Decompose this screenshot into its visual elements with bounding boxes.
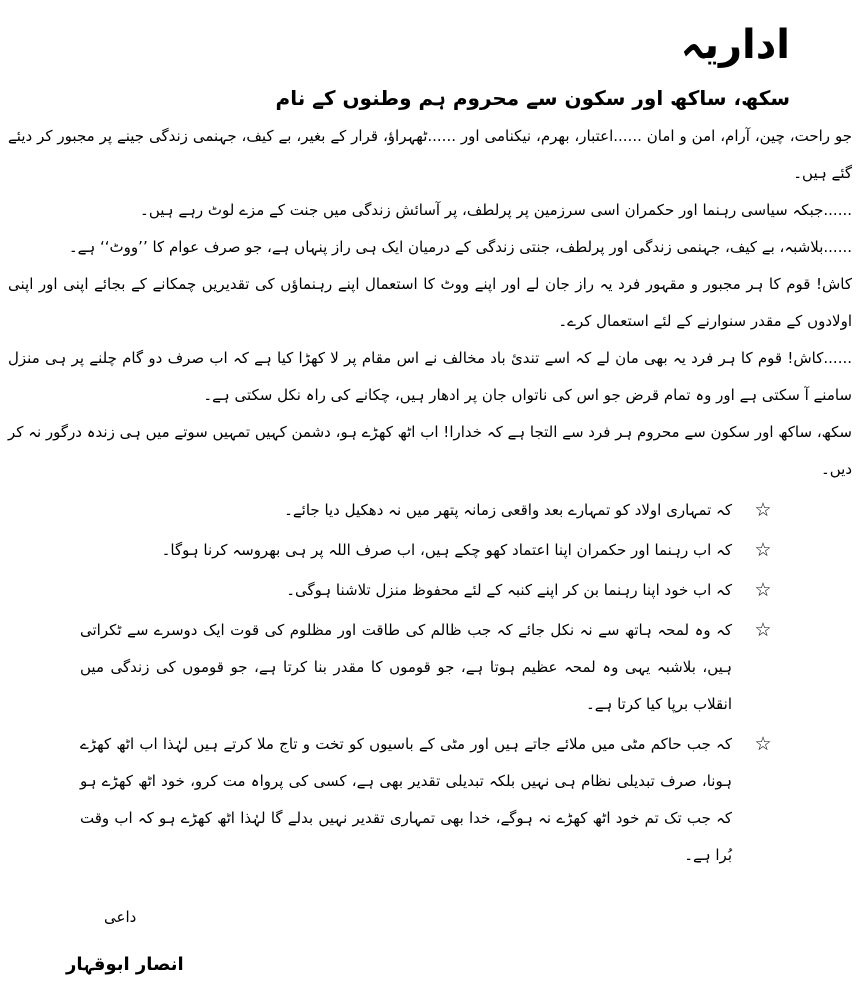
bullet-text: کہ اب رہنما اور حکمران اپنا اعتماد کھو چکے ہیں، اب صرف اللہ پر ہی بھروسہ کرنا ہوگا۔ [161,541,732,559]
star-icon: ☆ [754,539,772,561]
editorial-body [8,118,852,488]
list-item [80,532,794,569]
bullet-text: کہ اب خود اپنا رہنما بن کر اپنے کنبہ کے لئے محفوظ منزل تلاشنا ہوگی۔ [286,581,732,599]
list-item [80,726,794,874]
star-icon: ☆ [754,499,772,521]
star-icon: ☆ [754,733,772,755]
paragraph-4: کاش! قوم کا ہر مجبور و مقہور فرد یہ راز جان لے اور اپنے ووٹ کا استعمال اپنے رہنماؤں کی تقدیریں چمکانے کے بجائے اپنی اور اپنی اولادوں کے مقدر سنوارنے کے لئے استعمال کرے۔ [8,275,852,330]
paragraph-3: ......بلاشبہ، بے کیف، جہنمی زندگی اور پرلطف، جنتی زندگی کے درمیان ایک ہی راز پنہاں ہے، جو صرف عوام کا ’’ووٹ‘‘ ہے۔ [68,238,852,256]
page-title: اداریہ [680,22,790,68]
list-item [80,572,794,609]
signature-block [8,900,852,982]
star-icon: ☆ [754,579,772,601]
list-item [80,612,794,723]
bullet-text: کہ جب حاکم مٹی میں ملائے جاتے ہیں اور مٹی کے باسیوں کو تخت و تاج ملا کرتے ہیں لہٰذا اب اٹھ کھڑے ہونا، صرف تبدیلی نظام ہی نہیں بلکہ تبدیلی تقدیر بھی ہے، کسی کی پرواہ مت کرو، خود اٹھ کھڑے ہو کہ جب تک تم خود اٹھ کھڑے نہ ہوگے، خدا بھی تمہاری تقدیر نہیں بدلے گا لہٰذا اٹھ کھڑے ہو کہ اب وقت بُرا ہے۔ [80,735,732,864]
document-header [8,14,852,118]
editorial-subtitle: سکھ، ساکھ اور سکون سے محروم ہم وطنوں کے نام [275,86,790,110]
paragraph-1: جو راحت، چین، آرام، امن و امان ......اعتبار، بھرم، نیکنامی اور ......ٹھہراؤ، قرار کے بغیر، بے کیف، جہنمی زندگی جینے پر مجبور کر دیئے گئے ہیں۔ [8,127,852,182]
paragraph-2: ......جبکہ سیاسی رہنما اور حکمران اسی سرزمین پر پرلطف، پر آسائش زندگی میں جنت کے مزے لوٹ رہے ہیں۔ [140,201,852,219]
signature-role: داعی [104,908,137,926]
bullet-list [8,492,852,874]
signature-name: انصار ابوقہار [66,954,184,975]
list-item [80,492,794,529]
paragraph-5: ......کاش! قوم کا ہر فرد یہ بھی مان لے کہ اسے تندیٔ باد مخالف نے اس مقام پر لا کھڑا کیا ہے کہ اب صرف دو گام چلنے پر ہی منزل سامنے آ سکتی ہے اور وہ تمام قرض جو اس کی ناتواں جان پر ادھار ہیں، چکانے کی راہ نکل سکتی ہے۔ [8,349,852,404]
star-icon: ☆ [754,619,772,641]
bullet-text: کہ تمہاری اولاد کو تمہارے بعد واقعی زمانہ پتھر میں نہ دھکیل دیا جائے۔ [284,501,732,519]
bullet-text: کہ وہ لمحہ ہاتھ سے نہ نکل جائے کہ جب ظالم کی طاقت اور مظلوم کی قوت ایک دوسرے سے ٹکراتی ہیں، بلاشبہ یہی وہ لمحہ عظیم ہوتا ہے، جو قوموں کا مقدر بنا کرتا ہے، جو قوموں کی زندگی میں انقلاب برپا کیا کرتا ہے۔ [80,621,732,713]
paragraph-6: سکھ، ساکھ اور سکون سے محروم ہر فرد سے التجا ہے کہ خدارا! اب اٹھ کھڑے ہو، دشمن کہیں تمہیں سوتے میں ہی زندہ درگور نہ کر دیں۔ [8,423,852,478]
